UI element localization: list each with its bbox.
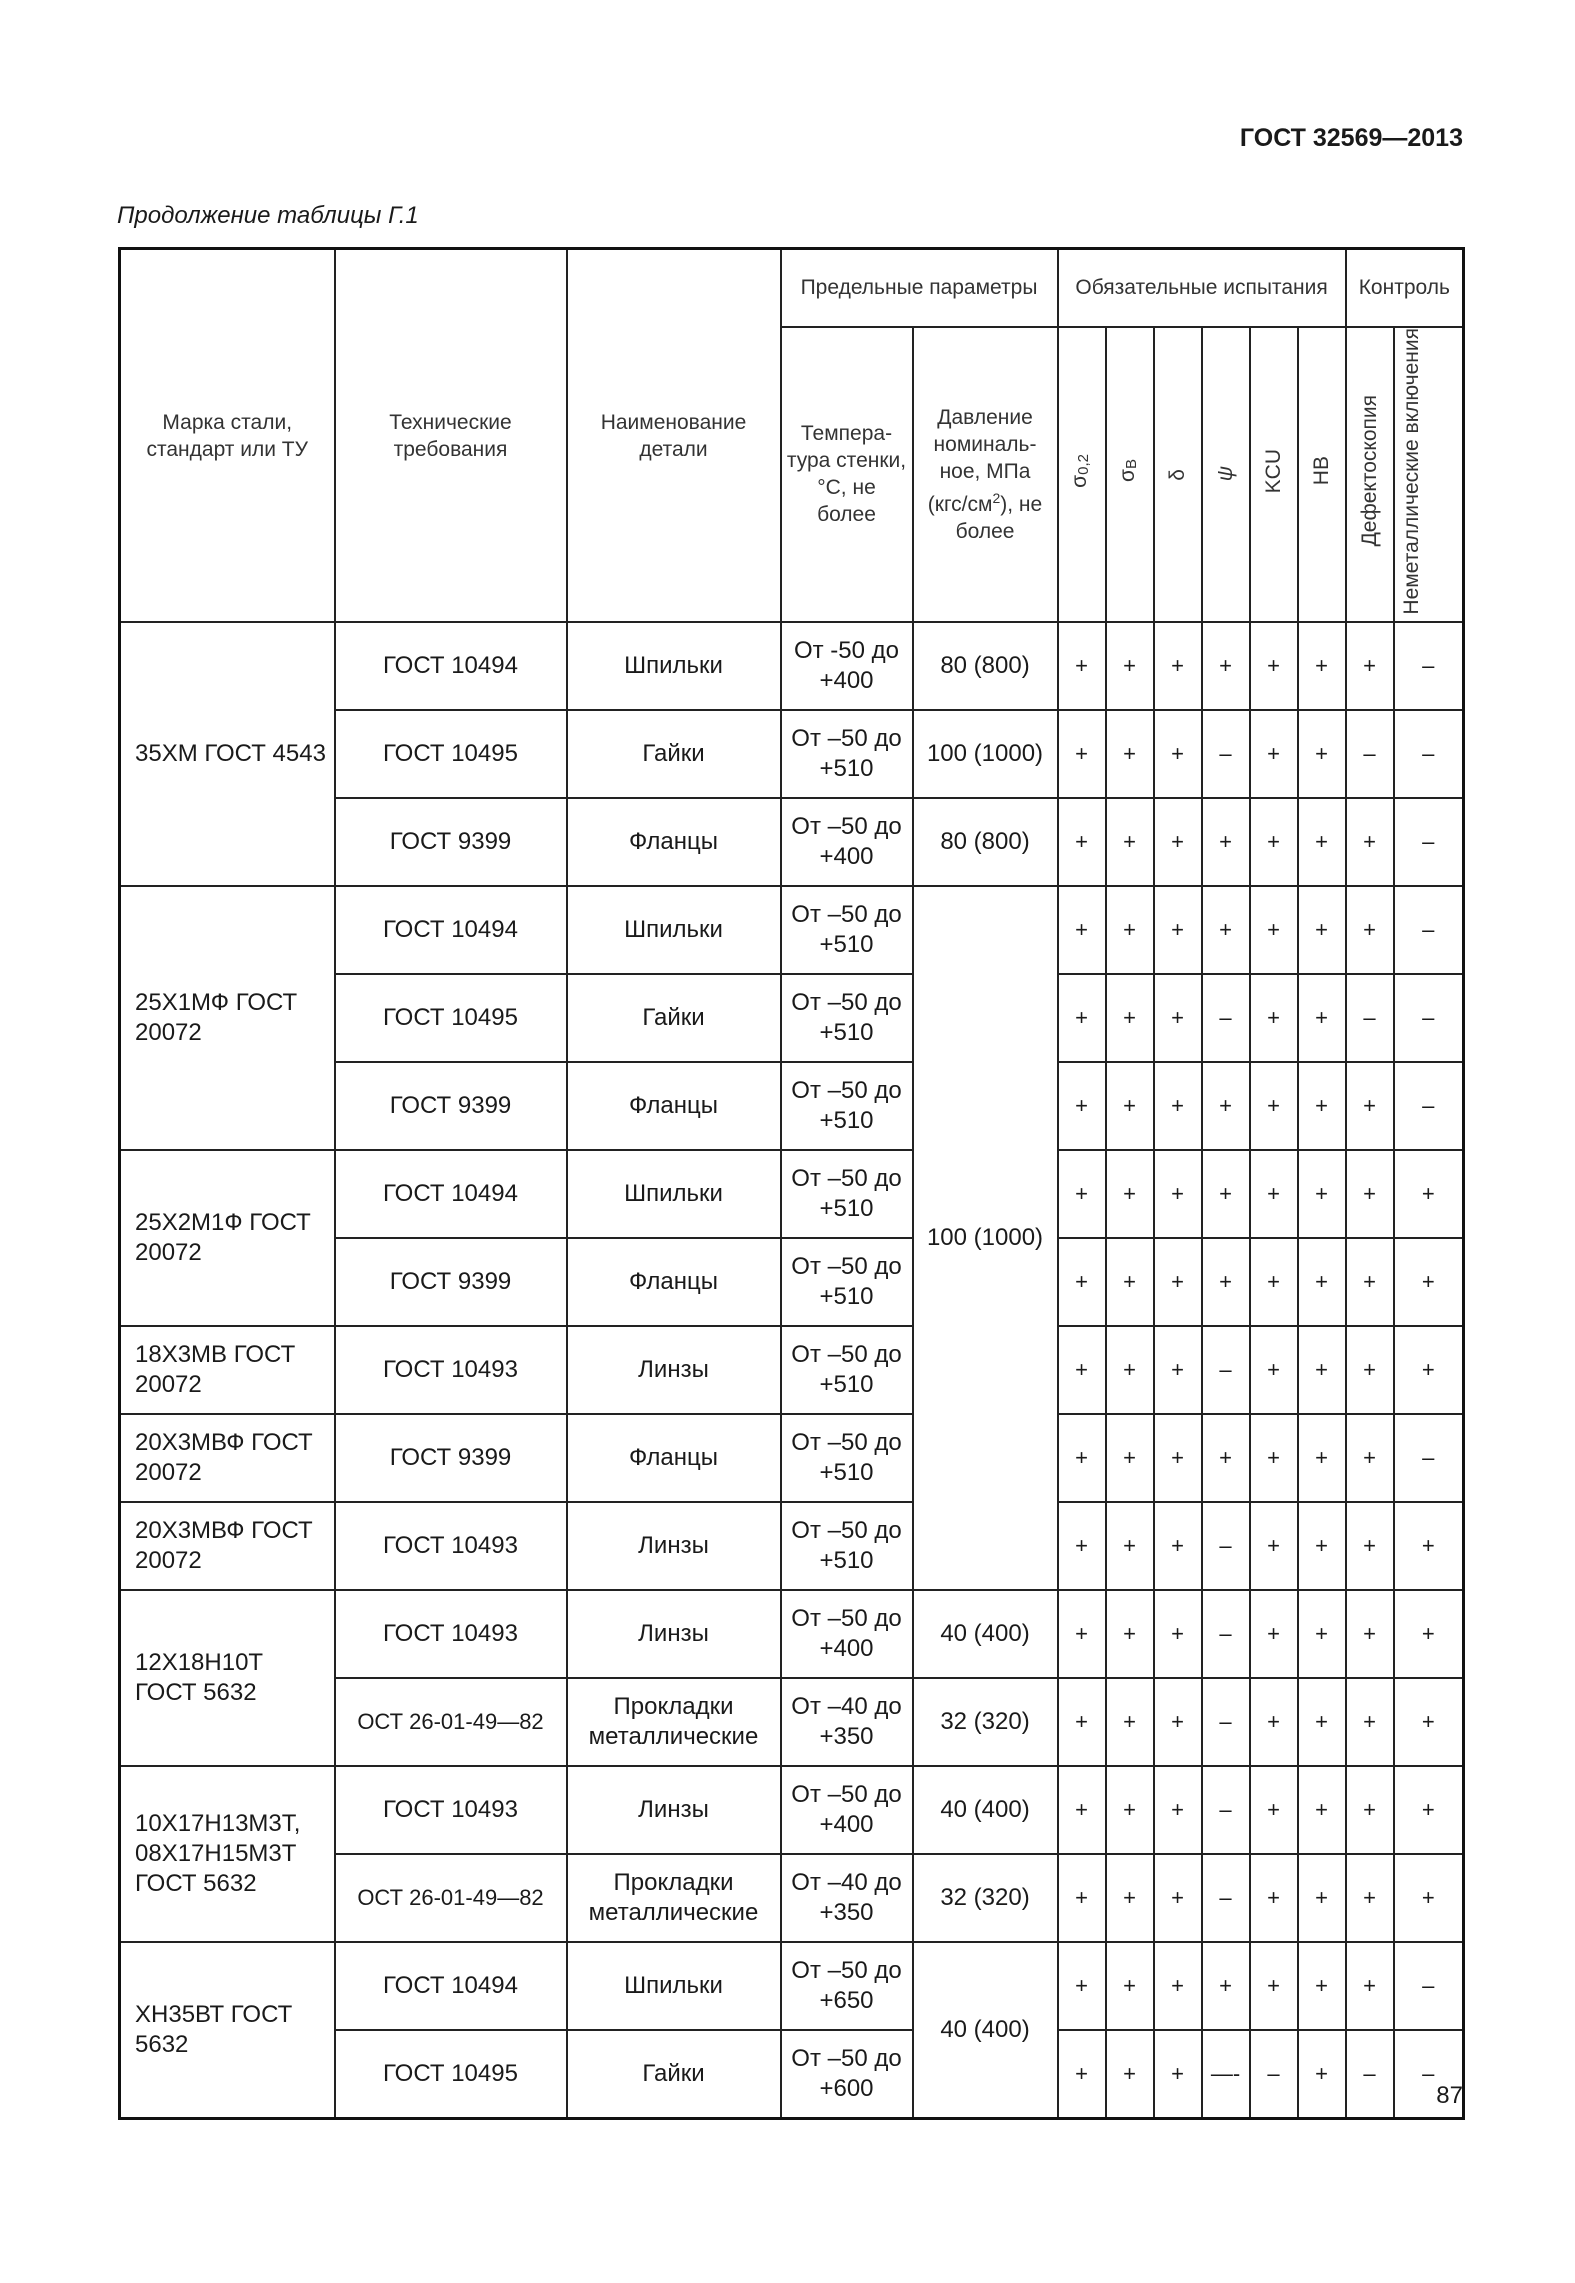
- tech-cell: ГОСТ 10495: [335, 2030, 567, 2118]
- mark-cell: +: [1346, 1238, 1394, 1326]
- temp-cell: От –40 до +350: [781, 1854, 913, 1942]
- sigma-sub: 0,2: [1074, 453, 1092, 475]
- mark-cell: +: [1154, 1326, 1202, 1414]
- table-row: [120, 1502, 1464, 1590]
- temp-cell: От –50 до +510: [781, 1326, 913, 1414]
- mark-cell: –: [1394, 710, 1464, 798]
- tech-cell: ГОСТ 10493: [335, 1326, 567, 1414]
- part-cell: Линзы: [567, 1766, 781, 1854]
- mark-cell: +: [1106, 1326, 1154, 1414]
- sigma-symbol: σ: [1115, 469, 1139, 483]
- mark-cell: +: [1346, 1414, 1394, 1502]
- nonmetal-label: Неметаллические включения: [1400, 327, 1424, 615]
- mark-cell: +: [1394, 1326, 1464, 1414]
- part-cell: Фланцы: [567, 1414, 781, 1502]
- mark-cell: +: [1298, 1150, 1346, 1238]
- mark-cell: +: [1298, 1766, 1346, 1854]
- mark-cell: +: [1154, 798, 1202, 886]
- mark-cell: +: [1298, 1590, 1346, 1678]
- tech-cell: ГОСТ 10493: [335, 1502, 567, 1590]
- part-cell: Шпильки: [567, 622, 781, 710]
- temp-cell: От –50 до +510: [781, 886, 913, 974]
- temp-cell: От –50 до +650: [781, 1942, 913, 2030]
- part-cell: Линзы: [567, 1590, 781, 1678]
- tech-cell: ГОСТ 9399: [335, 1238, 567, 1326]
- mark-cell: –: [1394, 2030, 1464, 2118]
- mark-cell: –: [1394, 1414, 1464, 1502]
- mark-cell: +: [1154, 886, 1202, 974]
- temp-cell: От –50 до +510: [781, 1414, 913, 1502]
- mark-cell: +: [1106, 1238, 1154, 1326]
- mark-cell: +: [1250, 622, 1298, 710]
- steel-cell: 12Х18Н10Т ГОСТ 5632: [120, 1590, 335, 1766]
- sigma-sub: В: [1122, 459, 1140, 470]
- header-psi: [1202, 327, 1250, 623]
- mark-cell: +: [1298, 1238, 1346, 1326]
- hb-label: HB: [1309, 456, 1333, 486]
- mark-cell: +: [1154, 974, 1202, 1062]
- mark-cell: +: [1346, 1326, 1394, 1414]
- tech-cell: ГОСТ 10494: [335, 1150, 567, 1238]
- mark-cell: +: [1106, 798, 1154, 886]
- mark-cell: –: [1202, 1854, 1250, 1942]
- mark-cell: +: [1106, 710, 1154, 798]
- mark-cell: +: [1058, 1326, 1106, 1414]
- mark-cell: +: [1202, 1942, 1250, 2030]
- temp-cell: От –50 до +510: [781, 1502, 913, 1590]
- mark-cell: +: [1250, 1326, 1298, 1414]
- mark-cell: +: [1106, 1766, 1154, 1854]
- mark-cell: +: [1106, 2030, 1154, 2118]
- table-row: [120, 1766, 1464, 1854]
- mark-cell: +: [1202, 798, 1250, 886]
- temp-cell: От –50 до +400: [781, 798, 913, 886]
- mark-cell: +: [1346, 886, 1394, 974]
- table-row: [120, 1326, 1464, 1414]
- header-part: Наименование детали: [567, 249, 781, 623]
- table-caption: Продолжение таблицы Г.1: [117, 202, 419, 229]
- header-hb: [1298, 327, 1346, 623]
- tech-cell: ГОСТ 9399: [335, 1062, 567, 1150]
- mark-cell: +: [1058, 710, 1106, 798]
- mark-cell: –: [1202, 1326, 1250, 1414]
- mark-cell: +: [1250, 886, 1298, 974]
- temp-cell: От –40 до +350: [781, 1678, 913, 1766]
- mark-cell: –: [1202, 1590, 1250, 1678]
- steel-cell: 35ХМ ГОСТ 4543: [120, 622, 335, 886]
- mark-cell: +: [1058, 974, 1106, 1062]
- mark-cell: +: [1058, 1502, 1106, 1590]
- mark-cell: –: [1250, 2030, 1298, 2118]
- mark-cell: +: [1154, 1502, 1202, 1590]
- tech-cell: ГОСТ 10493: [335, 1766, 567, 1854]
- mark-cell: +: [1058, 1062, 1106, 1150]
- defect-label: Дефектоскопия: [1357, 395, 1381, 547]
- pressure-cell: 40 (400): [913, 1766, 1058, 1854]
- mark-cell: +: [1250, 1238, 1298, 1326]
- part-cell: Гайки: [567, 974, 781, 1062]
- header-nonmetal: [1394, 327, 1464, 623]
- mark-cell: +: [1298, 1942, 1346, 2030]
- header-sigma-b: [1106, 327, 1154, 623]
- header-delta: [1154, 327, 1202, 623]
- mark-cell: +: [1250, 1502, 1298, 1590]
- pressure-cell: 32 (320): [913, 1854, 1058, 1942]
- mark-cell: —-: [1202, 2030, 1250, 2118]
- mark-cell: –: [1202, 1678, 1250, 1766]
- mark-cell: +: [1394, 1590, 1464, 1678]
- mark-cell: +: [1106, 1062, 1154, 1150]
- temp-cell: От –50 до +510: [781, 1238, 913, 1326]
- part-cell: Шпильки: [567, 1942, 781, 2030]
- part-cell: Гайки: [567, 710, 781, 798]
- mark-cell: –: [1394, 622, 1464, 710]
- pressure-cell-merged: 40 (400): [913, 1942, 1058, 2118]
- mark-cell: +: [1298, 1062, 1346, 1150]
- tech-cell: ГОСТ 9399: [335, 1414, 567, 1502]
- header-pressure-text-a: Давление номиналь-ное, МПа (кгс/см: [927, 405, 1037, 516]
- header-sigma-02: [1058, 327, 1106, 623]
- mark-cell: +: [1202, 1150, 1250, 1238]
- table-row: [120, 1414, 1464, 1502]
- mark-cell: +: [1298, 710, 1346, 798]
- pressure-cell: 40 (400): [913, 1590, 1058, 1678]
- mark-cell: +: [1154, 1942, 1202, 2030]
- tech-cell: ГОСТ 10495: [335, 974, 567, 1062]
- mark-cell: +: [1394, 1238, 1464, 1326]
- mark-cell: +: [1106, 886, 1154, 974]
- mark-cell: –: [1394, 798, 1464, 886]
- mark-cell: +: [1106, 1942, 1154, 2030]
- mark-cell: +: [1058, 1766, 1106, 1854]
- mark-cell: +: [1202, 622, 1250, 710]
- part-cell: Фланцы: [567, 798, 781, 886]
- mark-cell: +: [1154, 1238, 1202, 1326]
- mark-cell: +: [1154, 1414, 1202, 1502]
- header-defect: [1346, 327, 1394, 623]
- tech-cell: ОСТ 26-01-49—82: [335, 1678, 567, 1766]
- mark-cell: +: [1154, 1766, 1202, 1854]
- mark-cell: –: [1202, 974, 1250, 1062]
- tech-cell: ГОСТ 10494: [335, 886, 567, 974]
- mark-cell: +: [1250, 1062, 1298, 1150]
- tech-cell: ГОСТ 10493: [335, 1590, 567, 1678]
- pressure-cell: 80 (800): [913, 622, 1058, 710]
- mark-cell: +: [1154, 710, 1202, 798]
- mark-cell: +: [1346, 1766, 1394, 1854]
- mark-cell: +: [1250, 710, 1298, 798]
- page-number: 87: [1436, 2082, 1463, 2109]
- tech-cell: ГОСТ 9399: [335, 798, 567, 886]
- mark-cell: –: [1394, 1942, 1464, 2030]
- temp-cell: От –50 до +600: [781, 2030, 913, 2118]
- mark-cell: +: [1346, 1942, 1394, 2030]
- mark-cell: +: [1298, 1502, 1346, 1590]
- mark-cell: –: [1346, 974, 1394, 1062]
- mark-cell: +: [1250, 1678, 1298, 1766]
- mark-cell: +: [1394, 1766, 1464, 1854]
- mark-cell: +: [1346, 798, 1394, 886]
- mark-cell: +: [1154, 1678, 1202, 1766]
- header-kcu: [1250, 327, 1298, 623]
- mark-cell: +: [1250, 1590, 1298, 1678]
- mark-cell: +: [1106, 1150, 1154, 1238]
- tech-cell: ГОСТ 10494: [335, 1942, 567, 2030]
- header-tech: Технические требования: [335, 249, 567, 623]
- mark-cell: +: [1250, 1942, 1298, 2030]
- mark-cell: +: [1154, 622, 1202, 710]
- header-pressure: [913, 327, 1058, 623]
- steel-cell: 20Х3МВФ ГОСТ 20072: [120, 1414, 335, 1502]
- steel-parts-table: [118, 247, 1465, 2120]
- mark-cell: +: [1394, 1150, 1464, 1238]
- mark-cell: +: [1394, 1502, 1464, 1590]
- mark-cell: +: [1106, 974, 1154, 1062]
- temp-cell: От -50 до +400: [781, 622, 913, 710]
- temp-cell: От –50 до +400: [781, 1590, 913, 1678]
- part-cell: Фланцы: [567, 1238, 781, 1326]
- mark-cell: +: [1298, 886, 1346, 974]
- part-cell: Шпильки: [567, 1150, 781, 1238]
- sigma-symbol: σ: [1067, 474, 1091, 488]
- mark-cell: +: [1346, 1590, 1394, 1678]
- mark-cell: –: [1202, 1502, 1250, 1590]
- part-cell: Прокладки металлические: [567, 1854, 781, 1942]
- mark-cell: +: [1346, 1678, 1394, 1766]
- header-limits: Предельные параметры: [781, 249, 1058, 327]
- mark-cell: +: [1298, 622, 1346, 710]
- table-row: [120, 1150, 1464, 1238]
- mark-cell: +: [1346, 1502, 1394, 1590]
- mark-cell: +: [1346, 1150, 1394, 1238]
- mark-cell: +: [1154, 1590, 1202, 1678]
- mark-cell: +: [1058, 1238, 1106, 1326]
- pressure-cell: 32 (320): [913, 1678, 1058, 1766]
- mark-cell: +: [1202, 1414, 1250, 1502]
- mark-cell: +: [1106, 1414, 1154, 1502]
- mark-cell: –: [1394, 886, 1464, 974]
- header-steel: Марка стали, стандарт или ТУ: [120, 249, 335, 623]
- steel-cell: 20Х3МВФ ГОСТ 20072: [120, 1502, 335, 1590]
- mark-cell: –: [1394, 974, 1464, 1062]
- header-control: Контроль: [1346, 249, 1464, 327]
- mark-cell: +: [1394, 1854, 1464, 1942]
- mark-cell: +: [1298, 1326, 1346, 1414]
- mark-cell: +: [1250, 1150, 1298, 1238]
- header-tests: Обязательные испытания: [1058, 249, 1346, 327]
- mark-cell: +: [1058, 1854, 1106, 1942]
- mark-cell: +: [1250, 974, 1298, 1062]
- kcu-label: KCU: [1261, 448, 1285, 493]
- mark-cell: +: [1346, 622, 1394, 710]
- mark-cell: +: [1058, 1678, 1106, 1766]
- mark-cell: +: [1298, 1678, 1346, 1766]
- temp-cell: От –50 до +510: [781, 1150, 913, 1238]
- mark-cell: –: [1394, 1062, 1464, 1150]
- mark-cell: +: [1106, 1854, 1154, 1942]
- part-cell: Фланцы: [567, 1062, 781, 1150]
- mark-cell: –: [1346, 710, 1394, 798]
- header-temp: Темпера-тура стенки, °C, не более: [781, 327, 913, 623]
- mark-cell: +: [1106, 622, 1154, 710]
- tech-cell: ГОСТ 10494: [335, 622, 567, 710]
- mark-cell: +: [1154, 1854, 1202, 1942]
- mark-cell: –: [1202, 710, 1250, 798]
- steel-cell: 25Х2М1Ф ГОСТ 20072: [120, 1150, 335, 1326]
- part-cell: Прокладки металлические: [567, 1678, 781, 1766]
- steel-cell: 25Х1МФ ГОСТ 20072: [120, 886, 335, 1150]
- mark-cell: +: [1250, 1766, 1298, 1854]
- steel-cell: 10Х17Н13М3Т, 08Х17Н15М3Т ГОСТ 5632: [120, 1766, 335, 1942]
- table-row: [120, 1590, 1464, 1678]
- temp-cell: От –50 до +510: [781, 1062, 913, 1150]
- mark-cell: +: [1106, 1678, 1154, 1766]
- mark-cell: +: [1202, 1062, 1250, 1150]
- steel-cell: 18Х3МВ ГОСТ 20072: [120, 1326, 335, 1414]
- mark-cell: +: [1058, 798, 1106, 886]
- mark-cell: +: [1202, 886, 1250, 974]
- table-row: [120, 1942, 1464, 2030]
- mark-cell: –: [1202, 1766, 1250, 1854]
- mark-cell: +: [1298, 1854, 1346, 1942]
- mark-cell: +: [1058, 1414, 1106, 1502]
- mark-cell: +: [1058, 1150, 1106, 1238]
- mark-cell: +: [1298, 974, 1346, 1062]
- part-cell: Линзы: [567, 1326, 781, 1414]
- steel-cell: ХН35ВТ ГОСТ 5632: [120, 1942, 335, 2118]
- delta-symbol: δ: [1165, 469, 1189, 481]
- mark-cell: +: [1298, 1414, 1346, 1502]
- header-pressure-text-b: ), не более: [955, 492, 1043, 543]
- pressure-cell: 80 (800): [913, 798, 1058, 886]
- psi-symbol: ψ: [1213, 465, 1237, 481]
- tech-cell: ОСТ 26-01-49—82: [335, 1854, 567, 1942]
- mark-cell: +: [1250, 798, 1298, 886]
- mark-cell: –: [1346, 2030, 1394, 2118]
- mark-cell: +: [1298, 798, 1346, 886]
- table-row: [120, 886, 1464, 974]
- temp-cell: От –50 до +510: [781, 710, 913, 798]
- mark-cell: +: [1058, 2030, 1106, 2118]
- part-cell: Гайки: [567, 2030, 781, 2118]
- mark-cell: +: [1058, 1590, 1106, 1678]
- mark-cell: +: [1394, 1678, 1464, 1766]
- part-cell: Шпильки: [567, 886, 781, 974]
- mark-cell: +: [1154, 1062, 1202, 1150]
- mark-cell: +: [1154, 1150, 1202, 1238]
- temp-cell: От –50 до +510: [781, 974, 913, 1062]
- mark-cell: +: [1106, 1502, 1154, 1590]
- mark-cell: +: [1250, 1854, 1298, 1942]
- mark-cell: +: [1058, 886, 1106, 974]
- mark-cell: +: [1202, 1238, 1250, 1326]
- mark-cell: +: [1058, 1942, 1106, 2030]
- part-cell: Линзы: [567, 1502, 781, 1590]
- tech-cell: ГОСТ 10495: [335, 710, 567, 798]
- mark-cell: +: [1250, 1414, 1298, 1502]
- mark-cell: +: [1106, 1590, 1154, 1678]
- mark-cell: +: [1298, 2030, 1346, 2118]
- mark-cell: +: [1346, 1062, 1394, 1150]
- mark-cell: +: [1346, 1854, 1394, 1942]
- pressure-cell-merged: 100 (1000): [913, 886, 1058, 1590]
- temp-cell: От –50 до +400: [781, 1766, 913, 1854]
- mark-cell: +: [1058, 622, 1106, 710]
- mark-cell: +: [1154, 2030, 1202, 2118]
- header-pressure-sup: 2: [992, 489, 1001, 506]
- standard-designation: ГОСТ 32569—2013: [1239, 124, 1463, 152]
- table-row: [120, 622, 1464, 710]
- pressure-cell: 100 (1000): [913, 710, 1058, 798]
